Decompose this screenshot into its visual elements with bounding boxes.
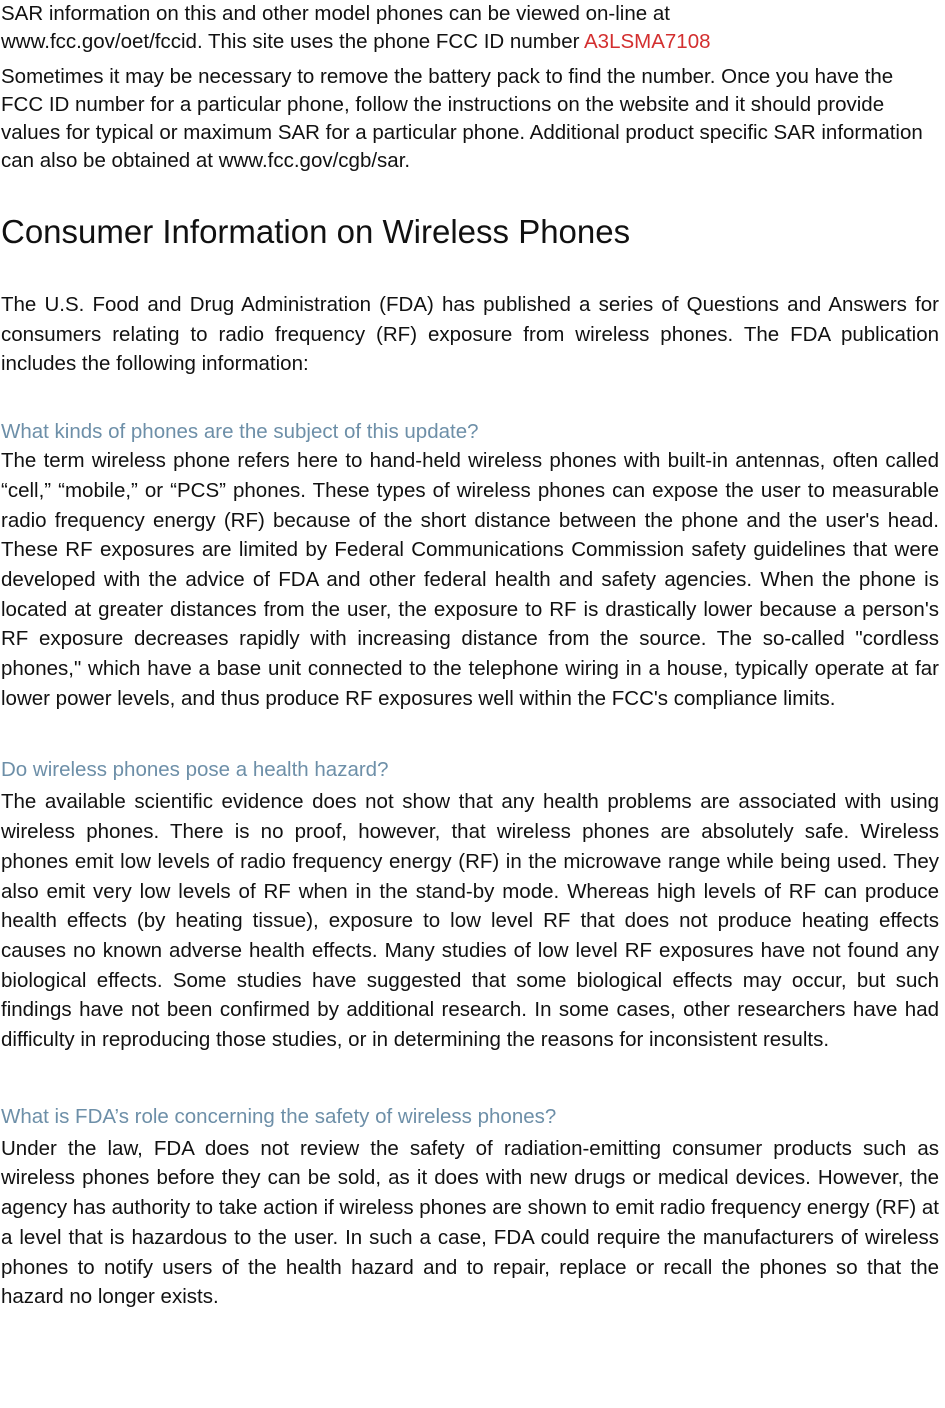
question-heading-fda-role: What is FDA’s role concerning the safety of wireless phones? <box>1 1104 557 1128</box>
answer-paragraph-fda-role: Under the law, FDA does not review the safety of radiation-emitting consumer products such as wireless phones before they can be sold, as it does with new drugs or medical devices. However, the agency has authority to take action if wireless phones are shown to emit radio frequency energy (RF) at a level that is hazardous to the user. In such a case, FDA could require the manufacturers of wireless phones to notify users of the health hazard and to repair, replace or recall the phones so that the hazard no longer exists. <box>1 1136 939 1309</box>
answer-paragraph-phone-types: The term wireless phone refers here to hand-held wireless phones with built-in antennas, often called “cell,” “mobile,” or “PCS” phones. These types of wireless phones can expose the user to measurable radio frequency energy (RF) because of the short distance between the phone and the user's head. These RF exposures are limited by Federal Communications Commission safety guidelines that were developed with the advice of FDA and other federal health and safety agencies. When the phone is located at greater distances from the user, the exposure to RF is drastically lower because a person's RF exposure decreases rapidly with increasing distance from the source. The so-called "cordless phones," which have a base unit connected to the telephone wiring in a house, typically operate at far lower power levels, and thus produce RF exposures well within the FCC's compliance limits. <box>1 449 939 710</box>
intro-paragraph: Sometimes it may be necessary to remove the battery pack to find the number. Once you have the FCC ID number for a particular phone, follow the instructions on the website and it should provide values for typical or maximum SAR for a particular phone. Additional product specific SAR information can also be obtained at www.fcc.gov/cgb/sar. <box>1 65 923 172</box>
question-heading-phone-types: What kinds of phones are the subject of this update? <box>1 420 479 444</box>
question-heading-health-hazard: Do wireless phones pose a health hazard? <box>1 758 389 782</box>
fda-intro-paragraph: The U.S. Food and Drug Administration (FDA) has published a series of Questions and Answers for consumers relating to radio frequency (RF) exposure from wireless phones. The FDA publication includes the following information: <box>1 293 939 376</box>
intro-line-1: SAR information on this and other model phones can be viewed on-line at <box>1 2 670 25</box>
answer-paragraph-health-hazard: The available scientific evidence does not show that any health problems are associated with using wireless phones. There is no proof, however, that wireless phones are absolutely safe. Wireless phones emit low levels of radio frequency energy (RF) in the microwave range while being used. They also emit very low levels of RF when in the stand-by mode. Whereas high levels of RF can produce health effects (by heating tissue), exposure to low level RF that does not produce heating effects causes no known adverse health effects. Many studies of low level RF exposures have not found any biological effects. Some studies have suggested that some biological effects may occur, but such findings have not been confirmed by additional research. In some cases, other researchers have had difficulty in reproducing those studies, or in determining the reasons for inconsistent results. <box>1 790 939 1052</box>
fcc-id-number: A3LSMA7108 <box>584 30 711 53</box>
section-heading: Consumer Information on Wireless Phones <box>1 213 631 250</box>
intro-line-2 <box>1 28 939 56</box>
intro-line-2-text: www.fcc.gov/oet/fccid. This site uses the phone FCC ID number <box>1 30 584 53</box>
